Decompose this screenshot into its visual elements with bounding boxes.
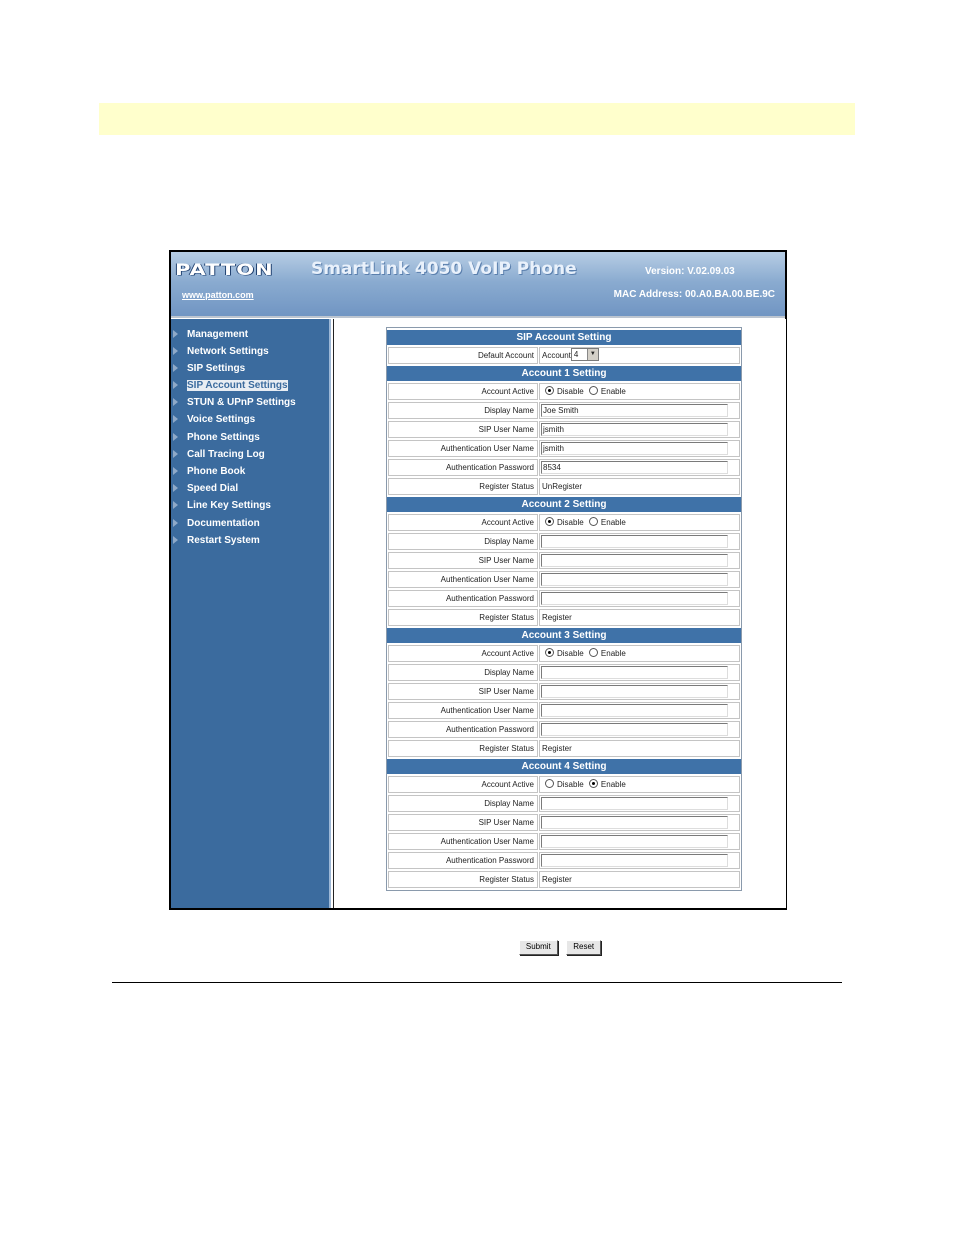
account-active-label: Account Active xyxy=(388,514,538,531)
triangle-right-icon xyxy=(173,501,178,509)
sidebar-item-0[interactable] xyxy=(173,329,248,343)
sidebar-item-label: Restart System xyxy=(187,535,260,546)
default-account-select[interactable] xyxy=(571,348,599,361)
display-label: Display Name xyxy=(388,664,538,681)
register-status-value: UnRegister xyxy=(539,478,740,495)
triangle-right-icon xyxy=(173,519,178,527)
sip-user-label: SIP User Name xyxy=(388,421,538,438)
reset-button[interactable]: Reset xyxy=(566,940,601,955)
triangle-right-icon xyxy=(173,467,178,475)
sidebar-item-label: SIP Settings xyxy=(187,363,246,374)
mac-address-label: MAC Address: 00.A0.BA.00.BE.9C xyxy=(613,289,775,300)
account-active-label: Account Active xyxy=(388,383,538,400)
sidebar-item-7[interactable] xyxy=(173,449,265,463)
account-active-cell xyxy=(539,514,740,531)
patton-website-link[interactable]: www.patton.com xyxy=(182,290,254,300)
account-4-display-row xyxy=(388,795,740,812)
sip-user-cell xyxy=(539,552,740,569)
account-2-auth_pass-row xyxy=(388,590,740,607)
default-account-cell xyxy=(539,347,740,364)
sip-user-name-field[interactable] xyxy=(541,816,728,829)
enable-radio[interactable] xyxy=(589,648,598,657)
sidebar-item-2[interactable] xyxy=(173,363,245,377)
auth-user-label: Authentication User Name xyxy=(388,833,538,850)
banner-separator xyxy=(171,316,785,318)
register-status-value: Register xyxy=(539,740,740,757)
account-3-active-row xyxy=(388,645,740,662)
sip-user-cell xyxy=(539,814,740,831)
sidebar-item-label: STUN & UPnP Settings xyxy=(187,397,296,408)
display-cell xyxy=(539,533,740,550)
enable-label: Enable xyxy=(600,780,626,789)
product-title: SmartLink 4050 VoIP Phone xyxy=(311,259,577,279)
sidebar-item-label: Call Tracing Log xyxy=(187,449,265,460)
enable-label: Enable xyxy=(600,518,626,527)
disable-radio[interactable] xyxy=(545,386,554,395)
display-name-field[interactable] xyxy=(541,535,728,548)
account-1-active-row xyxy=(388,383,740,400)
account-2-auth_user-row xyxy=(388,571,740,588)
submit-button[interactable]: Submit xyxy=(519,940,558,955)
account-1-status-row xyxy=(388,478,740,495)
sidebar-item-1[interactable] xyxy=(173,346,269,360)
sidebar-item-6[interactable] xyxy=(173,432,260,446)
account-4-sip_user-row xyxy=(388,814,740,831)
display-name-field[interactable]: Joe Smith xyxy=(541,404,728,417)
account-4-header: Account 4 Setting xyxy=(387,759,741,774)
sidebar-item-10[interactable] xyxy=(173,500,271,514)
sip-user-label: SIP User Name xyxy=(388,683,538,700)
sidebar-item-label: Management xyxy=(187,329,249,340)
sidebar-item-5[interactable] xyxy=(173,414,255,428)
register-status-label: Register Status xyxy=(388,871,538,888)
account-3-header: Account 3 Setting xyxy=(387,628,741,643)
sidebar-item-9[interactable] xyxy=(173,483,238,497)
disable-radio[interactable] xyxy=(545,779,554,788)
enable-label: Enable xyxy=(600,387,626,396)
account-1-sip_user-row xyxy=(388,421,740,438)
auth-user-name-field[interactable] xyxy=(541,704,728,717)
sip-user-label: SIP User Name xyxy=(388,814,538,831)
sip-account-setting-header: SIP Account Setting xyxy=(387,330,741,345)
auth-pass-cell xyxy=(539,721,740,738)
sip-user-name-field[interactable] xyxy=(541,685,728,698)
sidebar-item-12[interactable] xyxy=(173,535,260,549)
enable-radio[interactable] xyxy=(589,779,598,788)
account-4-active-row xyxy=(388,776,740,793)
disable-label: Disable xyxy=(557,780,584,789)
sidebar-item-label: Voice Settings xyxy=(187,414,256,425)
sidebar-item-label: Speed Dial xyxy=(187,483,239,494)
sip-user-cell xyxy=(539,683,740,700)
disable-label: Disable xyxy=(557,387,584,396)
register-status-label: Register Status xyxy=(388,609,538,626)
auth-password-field[interactable] xyxy=(541,854,728,867)
auth-pass-label: Authentication Password xyxy=(388,459,538,476)
account-1-display-row xyxy=(388,402,740,419)
auth-password-field[interactable]: 8534 xyxy=(541,461,728,474)
sidebar-item-label: Phone Book xyxy=(187,466,246,477)
triangle-right-icon xyxy=(173,450,178,458)
auth-password-field[interactable] xyxy=(541,723,728,736)
account-2-display-row xyxy=(388,533,740,550)
sip-user-cell xyxy=(539,421,740,438)
register-status-value: Register xyxy=(539,609,740,626)
account-2-sip_user-row xyxy=(388,552,740,569)
enable-radio[interactable] xyxy=(589,386,598,395)
account-2-header: Account 2 Setting xyxy=(387,497,741,512)
account-active-label: Account Active xyxy=(388,776,538,793)
sidebar-nav xyxy=(171,319,331,908)
account-3-status-row xyxy=(388,740,740,757)
triangle-right-icon xyxy=(173,347,178,355)
display-cell xyxy=(539,402,740,419)
default-account-label: Default Account xyxy=(388,347,538,364)
enable-radio[interactable] xyxy=(589,517,598,526)
account-3-auth_user-row xyxy=(388,702,740,719)
auth-user-name-field[interactable] xyxy=(541,573,728,586)
triangle-right-icon xyxy=(173,381,178,389)
sidebar-item-label: SIP Account Settings xyxy=(187,380,288,391)
default-account-row xyxy=(388,347,740,364)
account-4-status-row xyxy=(388,871,740,888)
sidebar-item-11[interactable] xyxy=(173,518,260,532)
main-content xyxy=(333,319,786,951)
browser-screenshot-frame xyxy=(169,250,787,951)
account-1-header: Account 1 Setting xyxy=(387,366,741,381)
sidebar-item-3[interactable] xyxy=(173,380,288,394)
account-active-cell xyxy=(539,383,740,400)
display-label: Display Name xyxy=(388,533,538,550)
sidebar-item-8[interactable] xyxy=(173,466,245,480)
account-2-active-row xyxy=(388,514,740,531)
triangle-right-icon xyxy=(173,330,178,338)
account-3-display-row xyxy=(388,664,740,681)
auth-pass-cell xyxy=(539,459,740,476)
auth-user-cell xyxy=(539,702,740,719)
auth-user-label: Authentication User Name xyxy=(388,571,538,588)
disable-label: Disable xyxy=(557,649,584,658)
register-status-label: Register Status xyxy=(388,478,538,495)
account-active-label: Account Active xyxy=(388,645,538,662)
auth-password-field[interactable] xyxy=(541,592,728,605)
register-status-label: Register Status xyxy=(388,740,538,757)
sip-user-name-field[interactable] xyxy=(541,554,728,567)
account-active-cell xyxy=(539,645,740,662)
account-2-status-row xyxy=(388,609,740,626)
triangle-right-icon xyxy=(173,398,178,406)
auth-pass-label: Authentication Password xyxy=(388,721,538,738)
account-active-cell xyxy=(539,776,740,793)
enable-label: Enable xyxy=(600,649,626,658)
account-4-auth_pass-row xyxy=(388,852,740,869)
sidebar-item-4[interactable] xyxy=(173,397,296,411)
auth-user-label: Authentication User Name xyxy=(388,440,538,457)
auth-user-cell xyxy=(539,440,740,457)
display-label: Display Name xyxy=(388,402,538,419)
display-name-field[interactable] xyxy=(541,797,728,810)
sip-user-label: SIP User Name xyxy=(388,552,538,569)
triangle-right-icon xyxy=(173,433,178,441)
auth-user-cell xyxy=(539,833,740,850)
yellow-header-band xyxy=(99,103,855,135)
page-footer-rule xyxy=(112,982,842,983)
disable-radio[interactable] xyxy=(545,517,554,526)
form-buttons xyxy=(334,936,786,955)
triangle-right-icon xyxy=(173,364,178,372)
patton-logo: PATTON xyxy=(175,260,274,279)
triangle-right-icon xyxy=(173,415,178,423)
sip-account-form xyxy=(386,327,742,891)
account-1-auth_user-row xyxy=(388,440,740,457)
auth-user-label: Authentication User Name xyxy=(388,702,538,719)
sidebar-item-label: Line Key Settings xyxy=(187,500,271,511)
display-cell xyxy=(539,664,740,681)
auth-user-name-field[interactable]: jsmith xyxy=(541,442,728,455)
account-4-auth_user-row xyxy=(388,833,740,850)
account-3-auth_pass-row xyxy=(388,721,740,738)
auth-pass-cell xyxy=(539,590,740,607)
auth-user-name-field[interactable] xyxy=(541,835,728,848)
version-label: Version: V.02.09.03 xyxy=(645,266,735,277)
auth-pass-cell xyxy=(539,852,740,869)
banner xyxy=(171,252,785,318)
account-3-sip_user-row xyxy=(388,683,740,700)
display-label: Display Name xyxy=(388,795,538,812)
disable-radio[interactable] xyxy=(545,648,554,657)
default-account-text: Account xyxy=(542,351,571,360)
display-name-field[interactable] xyxy=(541,666,728,679)
sidebar-item-label: Documentation xyxy=(187,518,260,529)
register-status-value: Register xyxy=(539,871,740,888)
sidebar-item-label: Phone Settings xyxy=(187,432,260,443)
account-1-auth_pass-row xyxy=(388,459,740,476)
chevron-down-icon[interactable]: ▼ xyxy=(587,349,598,360)
auth-pass-label: Authentication Password xyxy=(388,852,538,869)
triangle-right-icon xyxy=(173,484,178,492)
sidebar-item-label: Network Settings xyxy=(187,346,269,357)
sip-user-name-field[interactable]: jsmith xyxy=(541,423,728,436)
disable-label: Disable xyxy=(557,518,584,527)
auth-pass-label: Authentication Password xyxy=(388,590,538,607)
auth-user-cell xyxy=(539,571,740,588)
default-account-value: 4 xyxy=(573,350,579,360)
triangle-right-icon xyxy=(173,536,178,544)
display-cell xyxy=(539,795,740,812)
